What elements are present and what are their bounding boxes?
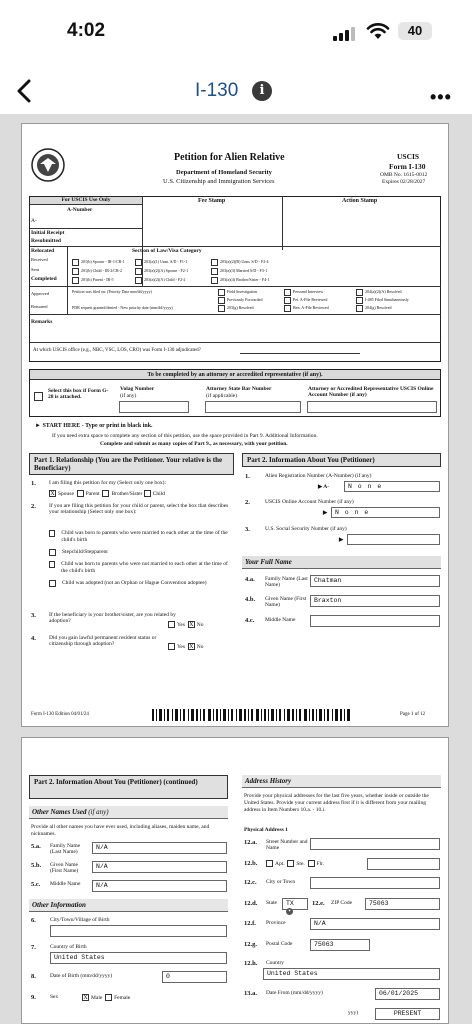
given-name-input[interactable]: Braxton bbox=[310, 595, 440, 607]
p2-q7-number: 7. bbox=[31, 944, 36, 951]
p2-5c-number: 5.c. bbox=[31, 881, 41, 888]
p2-q3-number: 3. bbox=[245, 526, 250, 533]
a-prefix: A- bbox=[31, 218, 37, 224]
omb-number: OMB No. 1615-0012 bbox=[380, 172, 428, 178]
g28-label: Select this box if Form G-28 is attached. bbox=[48, 388, 109, 400]
row-resubmitted: Resubmitted bbox=[31, 238, 61, 244]
fee-stamp-label: Fee Stamp bbox=[198, 198, 226, 204]
law-col-2: 203(a)(1) Unm. S/D - F1-1 203(a)(2)(A) Spouse - F2-1 203(a)(2)(A) Child - F2-2 bbox=[135, 257, 188, 284]
postal-label: Postal Code bbox=[266, 941, 293, 947]
agency-name: U.S. Citizenship and Immigration Services bbox=[163, 178, 275, 185]
volag-sub: (if any) bbox=[120, 393, 137, 399]
q3-number: 3. bbox=[31, 612, 36, 619]
apt-checkbox[interactable]: Apt. bbox=[266, 861, 285, 867]
checks-col-c: 204(a)(2)(A) Resolved I-485 Filed Simultaneously 204(g) Resolved bbox=[356, 288, 409, 312]
p2-12e-number: 12.e. bbox=[312, 900, 325, 907]
p2-5c-label: Middle Name bbox=[50, 881, 81, 887]
p2-12c-number: 12.c. bbox=[244, 879, 257, 886]
state-label: State bbox=[266, 900, 277, 906]
pdr-label: PDR request granted/denied - New priority date (mm/dd/yyyy) bbox=[72, 305, 173, 310]
q4-yes[interactable]: Yes bbox=[168, 644, 185, 650]
other-family-name-input[interactable]: N/A bbox=[92, 842, 227, 854]
row-returned: Returned bbox=[31, 304, 48, 309]
row-sent: Sent bbox=[31, 267, 40, 272]
q2-text: If you are filing this petition for your child or parent, select the box that describes your relationship (Select only one box): bbox=[49, 503, 229, 515]
ssn-question: U.S. Social Security Number (if any) bbox=[265, 526, 347, 532]
other-info-header: Other Information bbox=[29, 899, 228, 912]
q2-number: 2. bbox=[31, 503, 36, 510]
online-account-question: USCIS Online Account Number (if any) bbox=[265, 499, 354, 505]
row-remarks: Remarks bbox=[31, 319, 53, 325]
law-col-3: 203(a)(2)(B) Unm. S/D - F2-4 203(a)(3) Married S/D - F3-1 203(a)(4) Brother/Sister - F4-1 bbox=[211, 257, 269, 284]
form-number: Form I-130 bbox=[389, 162, 426, 171]
dropdown-icon: ▾ bbox=[287, 908, 291, 914]
family-name-number: 4.a. bbox=[245, 576, 255, 583]
start-here-label: ► START HERE - Type or print in black ink. bbox=[35, 423, 153, 429]
middle-name-number: 4.c. bbox=[245, 617, 255, 624]
law-col-1: 201(b) Spouse - IR-1/CR-1 201(b) Child - IR-2/CR-2 201(b) Parent - IR-5 bbox=[72, 257, 125, 284]
unit-type-options bbox=[266, 860, 324, 867]
row-received: Received bbox=[31, 257, 48, 262]
bar-number-label: Attorney State Bar Number bbox=[206, 386, 272, 392]
family-name-label: Family Name (Last Name) bbox=[265, 576, 308, 588]
flr-checkbox[interactable]: Flr. bbox=[308, 861, 325, 867]
sex-label: Sex bbox=[50, 994, 59, 1000]
battery-icon bbox=[398, 22, 432, 40]
volag-label: Volag Number bbox=[120, 386, 155, 392]
physical-address-1-label: Physical Address 1 bbox=[244, 827, 288, 833]
address-history-header: Address History bbox=[242, 775, 441, 788]
middle-name-input[interactable] bbox=[310, 615, 440, 627]
province-input[interactable]: N/A bbox=[310, 918, 440, 930]
back-chevron-icon[interactable] bbox=[14, 78, 36, 104]
form-page-1 bbox=[21, 123, 449, 727]
g28-checkbox[interactable] bbox=[34, 392, 43, 401]
p2-12a-number: 12.a. bbox=[244, 839, 257, 846]
sibling-checkbox[interactable]: Brother/Sister bbox=[102, 491, 142, 497]
country-of-birth-label: Country of Birth bbox=[50, 944, 87, 950]
ssn-arrow: ▶ bbox=[339, 537, 344, 543]
zip-label: ZIP Code bbox=[331, 900, 353, 906]
sex-options bbox=[82, 994, 130, 1001]
date-from-label: Date From (mm/dd/yyyy) bbox=[266, 990, 323, 996]
dob-input[interactable]: 0 bbox=[162, 971, 227, 983]
a-number-prefix: ▶ A- bbox=[318, 484, 330, 490]
other-names-desc: Provide all other names you have ever used, including aliases, maiden name, and nicknames. bbox=[31, 824, 210, 837]
q4-number: 4. bbox=[31, 635, 36, 642]
q1-number: 1. bbox=[31, 480, 36, 487]
given-name-number: 4.b. bbox=[245, 596, 256, 603]
barcode-icon bbox=[152, 709, 352, 721]
male-checkbox[interactable]: X Male bbox=[83, 994, 103, 1001]
a-number-question: Alien Registration Number (A-Number) (if any) bbox=[265, 473, 372, 479]
full-name-header: Your Full Name bbox=[242, 556, 441, 569]
child-checkbox[interactable]: Child bbox=[144, 491, 165, 497]
zip-input[interactable]: 75063 bbox=[365, 898, 440, 910]
date-from-input[interactable]: 06/01/2025 bbox=[375, 988, 440, 1000]
relationship-options bbox=[49, 490, 165, 497]
bar-number-input[interactable] bbox=[205, 401, 301, 413]
unit-number-input[interactable] bbox=[367, 858, 440, 870]
expiration-date: Expires 02/28/2027 bbox=[382, 179, 426, 185]
form-edition: Form I-130 Edition 04/01/24 bbox=[31, 712, 89, 717]
form-page-2 bbox=[21, 737, 449, 1024]
city-input[interactable] bbox=[310, 877, 440, 889]
p2-12b-number: 12.b. bbox=[244, 860, 258, 867]
status-bar bbox=[0, 0, 472, 62]
extra-space-note: If you need extra space to complete any section of this petition, use the space provided in Part 9. Additional Information. bbox=[52, 433, 318, 439]
p2-12g-number: 12.g. bbox=[244, 941, 257, 948]
row-approved: Approved bbox=[31, 291, 49, 296]
part2-header: Part 2. Information About You (Petitioner) bbox=[242, 453, 441, 467]
spouse-checkbox[interactable]: X Spouse bbox=[50, 490, 74, 497]
bar-number-sub: (if applicable) bbox=[206, 393, 237, 399]
p2-12h-number: 12.h. bbox=[244, 960, 258, 967]
extra-space-note-2: Complete and submit as many copies of Part 9., as necessary, with your petition. bbox=[100, 441, 288, 447]
q3-yes[interactable]: Yes bbox=[168, 622, 185, 628]
q2-option-unmarried[interactable]: Child was born to parents who were not married to each other at the time of the child's birth bbox=[49, 561, 229, 575]
p2-5b-label: Given Name (First Name) bbox=[50, 862, 79, 874]
country-label: Country bbox=[266, 960, 285, 966]
street-input[interactable] bbox=[310, 838, 440, 850]
p2-q1-number: 1. bbox=[245, 473, 250, 480]
city-of-birth-input[interactable] bbox=[50, 925, 227, 937]
checks-col-b: Personal Interview Pet. A-File Reviewed Ben. A-File Reviewed bbox=[284, 288, 329, 312]
date-to-label: yyy) bbox=[348, 1010, 359, 1016]
q3-answer bbox=[168, 621, 204, 628]
attorney-header: To be completed by an attorney or accredited representative (if any). bbox=[30, 370, 440, 380]
date-to-input[interactable]: PRESENT bbox=[375, 1008, 440, 1020]
q4-no[interactable]: X No bbox=[189, 643, 204, 650]
action-stamp-label: Action Stamp bbox=[342, 198, 378, 204]
q3-no[interactable]: X No bbox=[189, 621, 204, 628]
family-name-input[interactable]: Chatman bbox=[310, 575, 440, 587]
attorney-account-label: Attorney or Accredited Representative USCIS Online Account Number (if any) bbox=[308, 386, 434, 398]
page-number: Page 1 of 12 bbox=[400, 712, 426, 717]
a-number-input[interactable]: N o n e bbox=[344, 481, 440, 492]
nav-bar bbox=[0, 70, 472, 114]
ste-checkbox[interactable]: Ste. bbox=[287, 861, 304, 867]
p2-5a-number: 5.a. bbox=[31, 843, 41, 850]
other-names-header: Other Names Used (if any) bbox=[29, 806, 228, 819]
document-viewer[interactable] bbox=[0, 114, 472, 1024]
country-input[interactable]: United States bbox=[263, 968, 440, 980]
online-account-input[interactable]: N o n e bbox=[331, 507, 440, 518]
q2-options bbox=[49, 530, 229, 587]
p2-5a-label: Family Name (Last Name) bbox=[50, 843, 81, 855]
ssn-input[interactable] bbox=[347, 534, 440, 545]
province-label: Province bbox=[266, 920, 286, 926]
attorney-account-input[interactable] bbox=[307, 401, 437, 413]
dept-name: Department of Homeland Security bbox=[176, 169, 272, 176]
q1-text: I am filing this petition for my (Select only one box): bbox=[49, 480, 167, 486]
checks-col-a: Field Investigation Previously Forwarded 203(g) Resolved bbox=[218, 288, 262, 312]
p2-12f-number: 12.f. bbox=[244, 920, 256, 927]
postal-input[interactable]: 75063 bbox=[310, 939, 370, 951]
q2-option-married[interactable]: Child was born to parents who were married to each other at the time of the child's birth bbox=[49, 530, 229, 544]
row-completed: Completed bbox=[31, 276, 57, 282]
petition-filed-label: Petition was filed on: (Priority Date mm/dd/yyyy) bbox=[72, 289, 152, 294]
q2-option-adopted[interactable]: Child was adopted (not an Orphan or Hague Convention adoptee) bbox=[49, 580, 229, 587]
for-uscis-use-label: For USCIS Use Only bbox=[30, 197, 142, 205]
street-label: Street Number and Name bbox=[266, 839, 308, 851]
p2-q2-number: 2. bbox=[245, 499, 250, 506]
q2-option-step[interactable]: Stepchild/Stepparent bbox=[49, 549, 229, 556]
cellular-signal-icon bbox=[333, 27, 357, 41]
row-relocated: Relocated bbox=[31, 248, 55, 254]
city-label: City or Town bbox=[266, 879, 296, 885]
p2-13a-number: 13.a. bbox=[244, 990, 257, 997]
other-middle-name-input[interactable]: N/A bbox=[92, 880, 227, 892]
p2-5b-number: 5.b. bbox=[31, 862, 42, 869]
given-name-label: Given Name (First Name) bbox=[265, 596, 307, 608]
p2-q8-number: 8. bbox=[31, 973, 36, 980]
wifi-icon bbox=[366, 22, 390, 40]
q4-answer bbox=[168, 643, 204, 650]
battery-level: 40 bbox=[407, 23, 423, 38]
state-select[interactable]: TX ▾ bbox=[282, 898, 308, 910]
parent-checkbox[interactable]: Parent bbox=[77, 491, 100, 497]
info-icon[interactable]: i bbox=[252, 81, 272, 101]
dob-label: Date of Birth (mm/dd/yyyy) bbox=[50, 973, 113, 979]
online-account-arrow: ▶ bbox=[323, 510, 328, 516]
p2-part2-header: Part 2. Information About You (Petitioner) (continued) bbox=[29, 775, 228, 799]
form-title: Petition for Alien Relative bbox=[174, 152, 285, 163]
q4-text: Did you gain lawful permanent resident status or citizenship through adoption? bbox=[49, 635, 157, 647]
agency-abbr: USCIS bbox=[397, 152, 420, 161]
other-given-name-input[interactable]: N/A bbox=[92, 861, 227, 873]
dhs-seal-icon bbox=[31, 148, 65, 182]
p2-q9-number: 9. bbox=[31, 994, 36, 1001]
a-number-label: A-Number bbox=[67, 207, 93, 213]
document-title: I-130 bbox=[195, 80, 239, 101]
clock: 4:02 bbox=[67, 20, 106, 41]
office-question: At which USCIS office (e.g., NBC, VSC, LOS, CRO) was Form I-130 adjudicated? bbox=[33, 348, 201, 353]
city-of-birth-label: City/Town/Village of Birth bbox=[50, 917, 110, 923]
p2-12d-number: 12.d. bbox=[244, 900, 258, 907]
more-options-icon[interactable]: ••• bbox=[430, 87, 452, 107]
address-desc: Provide your physical addresses for the last five years, whether inside or outside the United States. Provide your current address first if it is different from your mailing address in Item Numbers 10.a. - 10.i. bbox=[244, 793, 429, 813]
volag-input[interactable] bbox=[119, 401, 189, 413]
q3-text: If the beneficiary is your brother/sister, are you related by adoption? bbox=[49, 612, 176, 624]
part1-header: Part 1. Relationship (You are the Petitioner. Your relative is the Beneficiary) bbox=[29, 453, 234, 475]
country-of-birth-input[interactable]: United States bbox=[50, 952, 227, 964]
section-of-law-label: Section of Law/Visa Category bbox=[132, 248, 202, 254]
p2-q6-number: 6. bbox=[31, 917, 36, 924]
female-checkbox[interactable]: Female bbox=[105, 995, 130, 1001]
middle-name-label: Middle Name bbox=[265, 617, 296, 623]
row-initial-receipt: Initial Receipt bbox=[31, 230, 65, 236]
